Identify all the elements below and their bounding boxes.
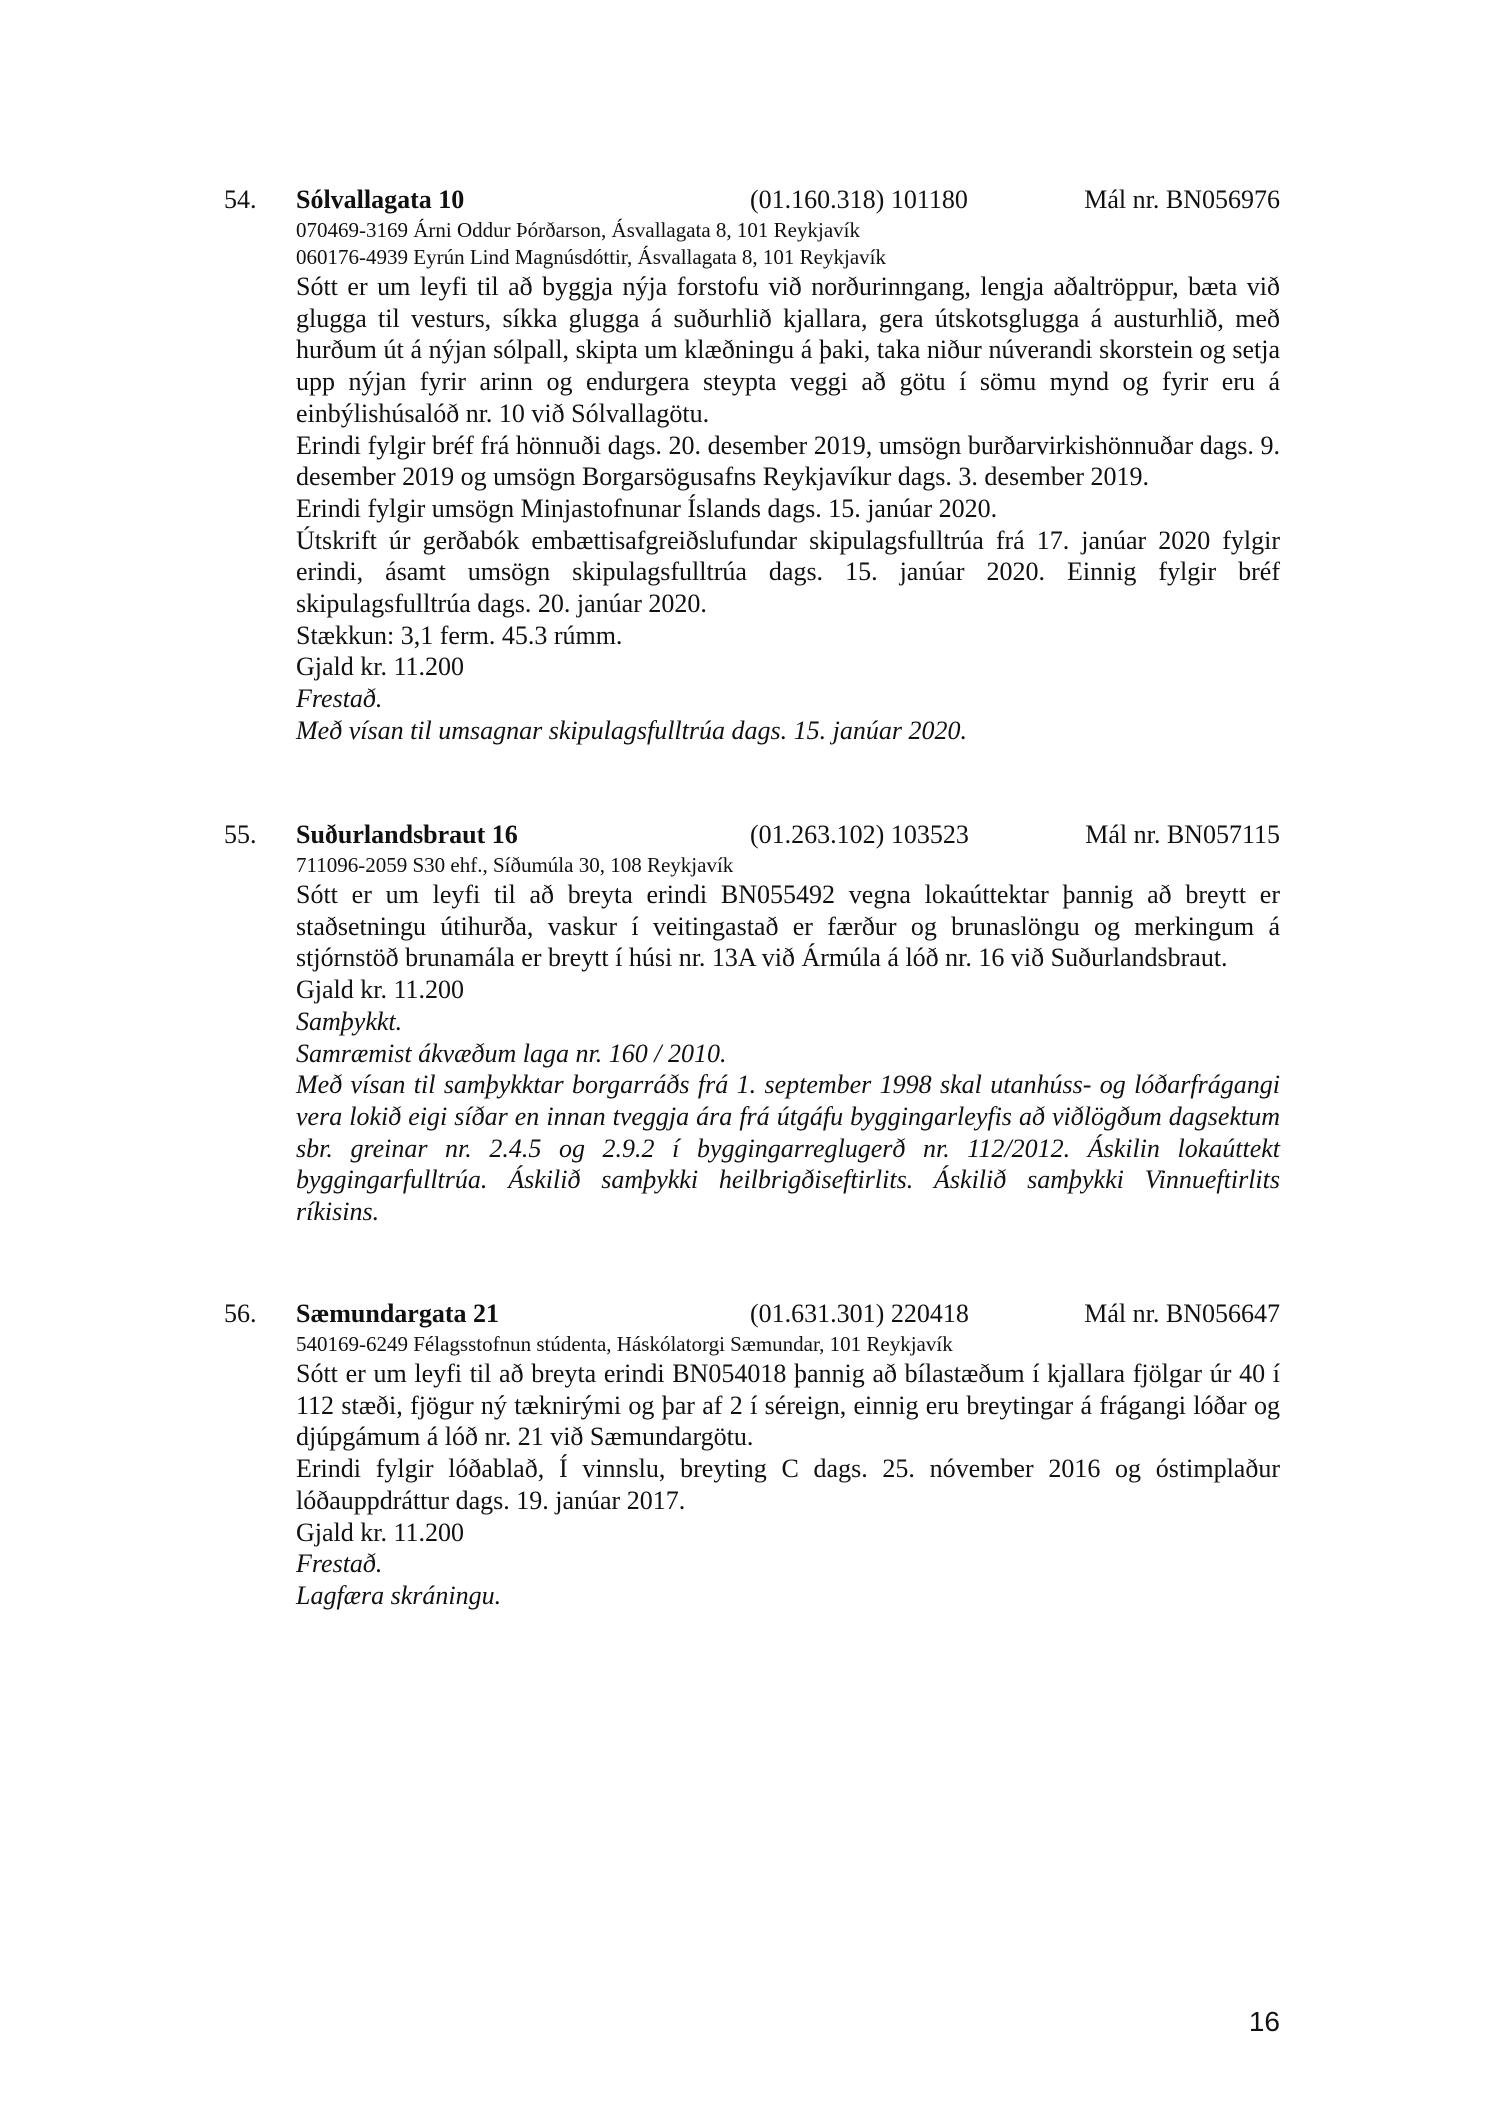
entry-land-id: (01.160.318) 101180 xyxy=(750,185,968,214)
decision-line: Með vísan til umsagnar skipulagsfulltrúa dags. 15. janúar 2020. xyxy=(296,715,967,745)
applicant-line: 711096-2059 S30 ehf., Síðumúla 30, 108 Reykjavík xyxy=(296,853,734,877)
entry-address: Sæmundargata 21 xyxy=(296,1299,499,1328)
entry-case-number: Mál nr. BN056647 xyxy=(1084,1299,1280,1328)
decision-line: Samþykkt. xyxy=(296,1006,403,1036)
entry-land-id: (01.631.301) 220418 xyxy=(750,1299,969,1328)
description-paragraph: Erindi fylgir umsögn Minjastofnunar Íslands dags. 15. janúar 2020. xyxy=(296,493,998,523)
decision-line: Með vísan til samþykktar borgarráðs frá 1. september 1998 skal utanhúss- og lóðarfrágangi vera lokið eigi síðar en innan tveggja ára frá útgáfu byggingarleyfis að viðlögðum dagsektum sbr. greinar nr. 2.4.5 og 2.9.2 í byggingarreglugerð nr. 112/2012. Áskilin lokaúttekt byggingarfulltrúa. Áskilið samþykki heilbrigðiseftirlits. Áskilið samþykki Vinnueftirlits ríkisins. xyxy=(296,1070,1280,1227)
enlargement-line: Stækkun: 3,1 ferm. 45.3 rúmm. xyxy=(296,620,623,650)
decision-line: Frestað. xyxy=(296,684,383,714)
entry-case-number: Mál nr. BN057115 xyxy=(1085,820,1280,849)
case-entry-55 xyxy=(224,818,1280,1228)
entry-case-number: Mál nr. BN056976 xyxy=(1084,185,1280,214)
decision-line: Samræmist ákvæðum laga nr. 160 / 2010. xyxy=(296,1038,727,1068)
entry-number: 56. xyxy=(224,1299,257,1328)
entry-number: 54. xyxy=(224,185,257,214)
description-paragraph: Erindi fylgir lóðablað, Í vinnslu, breyting C dags. 25. nóvember 2016 og óstimplaður lóðauppdráttur dags. 19. janúar 2017. xyxy=(296,1454,1280,1515)
description-paragraph: Sótt er um leyfi til að breyta erindi BN055492 vegna lokaúttektar þannig að breytt er staðsetningu útihurða, vaskur í veitingastað er færður og brunaslöngu og merkingum á stjórnstöð brunamála er breytt í húsi nr. 13A við Ármúla á lóð nr. 16 við Suðurlandsbraut. xyxy=(296,880,1280,973)
description-paragraph: Erindi fylgir bréf frá hönnuði dags. 20. desember 2019, umsögn burðarvirkishönnuðar dags. 9. desember 2019 og umsögn Borgarsögusafns Reykjavíkur dags. 3. desember 2019. xyxy=(296,430,1280,492)
page-number: 16 xyxy=(1248,2006,1280,2037)
entry-body xyxy=(296,217,1280,747)
entry-address: Suðurlandsbraut 16 xyxy=(296,820,518,849)
case-entry-54 xyxy=(224,183,1280,747)
decision-line: Frestað. xyxy=(296,1549,383,1579)
entry-body xyxy=(296,1331,1280,1612)
applicant-line: 070469-3169 Árni Oddur Þórðarson, Ásvallagata 8, 101 Reykjavík xyxy=(296,218,860,242)
description-paragraph: Sótt er um leyfi til að breyta erindi BN054018 þannig að bílastæðum í kjallara fjölgar úr 40 í 112 stæði, fjögur ný tæknirými og þar af 2 í séreign, einnig eru breytingar á frágangi lóðar og djúpgámum á lóð nr. 21 við Sæmundargötu. xyxy=(296,1359,1280,1452)
entry-body xyxy=(296,852,1280,1228)
case-entry-56 xyxy=(224,1297,1280,1612)
entry-header xyxy=(224,818,1280,852)
fee-line: Gjald kr. 11.200 xyxy=(296,1517,465,1547)
entry-number: 55. xyxy=(224,820,257,849)
entry-land-id: (01.263.102) 103523 xyxy=(750,820,969,849)
fee-line: Gjald kr. 11.200 xyxy=(296,975,465,1005)
fee-line: Gjald kr. 11.200 xyxy=(296,652,465,682)
decision-line: Lagfæra skráningu. xyxy=(296,1580,502,1610)
entry-header xyxy=(224,183,1280,217)
entry-header xyxy=(224,1297,1280,1331)
entry-address: Sólvallagata 10 xyxy=(296,185,465,214)
applicant-line: 540169-6249 Félagsstofnun stúdenta, Háskólatorgi Sæmundar, 101 Reykjavík xyxy=(296,1332,953,1356)
applicant-line: 060176-4939 Eyrún Lind Magnúsdóttir, Ásvallagata 8, 101 Reykjavík xyxy=(296,245,886,269)
description-paragraph: Útskrift úr gerðabók embættisafgreiðslufundar skipulagsfulltrúa frá 17. janúar 2020 fylgir erindi, ásamt umsögn skipulagsfulltrúa dags. 15. janúar 2020. Einnig fylgir bréf skipulagsfulltrúa dags. 20. janúar 2020. xyxy=(296,525,1280,619)
description-paragraph: Sótt er um leyfi til að byggja nýja forstofu við norðurinngang, lengja aðaltröppur, bæta við glugga til vesturs, síkka glugga á suðurhlið kjallara, gera útskotsglugga á austurhlið, með hurðum út á nýjan sólpall, skipta um klæðningu á þaki, taka niður núverandi skorstein og setja upp nýjan fyrir arinn og endurgera steypta veggi að götu í sömu mynd og fyrir eru á einbýlishúsalóð nr. 10 við Sólvallagötu. xyxy=(296,272,1280,428)
